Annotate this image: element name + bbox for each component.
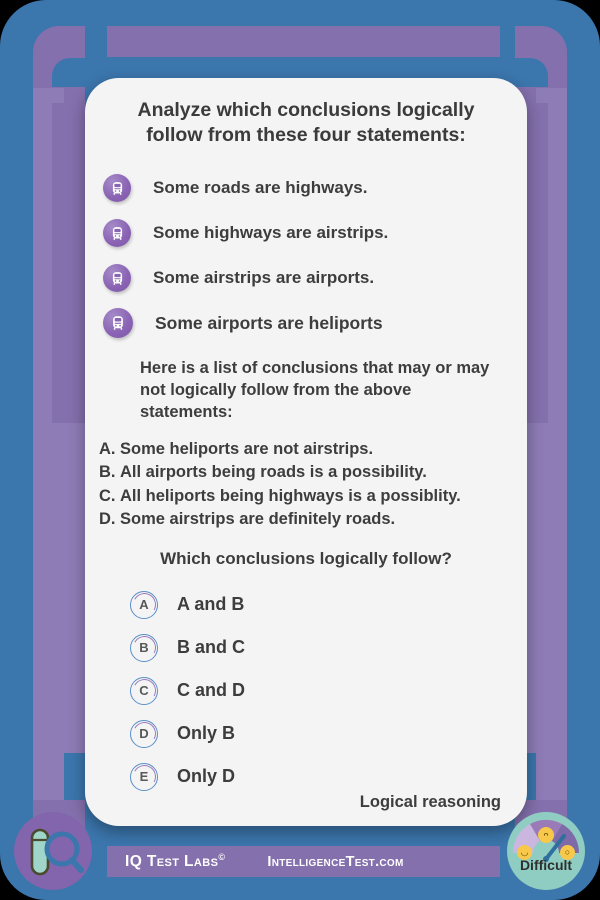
test-tube-magnifier-logo	[32, 830, 81, 874]
option-label: Only B	[177, 723, 236, 744]
statements-list	[85, 166, 527, 346]
difficulty-gauge	[507, 812, 585, 890]
conclusion-key: B.	[99, 463, 116, 482]
option-letter: A	[139, 597, 149, 613]
conclusion-text: Some airstrips are definitely roads.	[120, 509, 396, 528]
option-badge-icon	[130, 677, 158, 705]
conclusion-text: All airports being roads is a possibility.	[120, 463, 427, 482]
option-badge-icon	[130, 591, 158, 619]
option-letter: D	[139, 726, 149, 742]
brand-name: IQ Test Labs©	[125, 851, 226, 871]
option-label: A and B	[177, 594, 245, 615]
option-label: Only D	[177, 766, 236, 787]
conclusion-key: D.	[99, 509, 116, 528]
statement-row	[103, 211, 527, 256]
tram-icon	[103, 308, 133, 338]
conclusions-list	[99, 438, 527, 532]
question-card	[85, 78, 527, 826]
conclusion-item	[99, 461, 527, 484]
brand-bar	[107, 846, 500, 877]
iq-test-labs-logo	[14, 812, 92, 890]
brand-website[interactable]: IntelligenceTest.com	[267, 853, 404, 870]
tram-icon	[103, 219, 131, 247]
statement-text: Some roads are highways.	[153, 178, 368, 198]
answer-option-c[interactable]	[130, 669, 527, 712]
frame-left-inner-upper	[52, 103, 85, 423]
gauge-emoji-easy: ◡	[517, 845, 532, 860]
option-badge-icon	[130, 634, 158, 662]
option-letter: E	[139, 769, 149, 785]
option-label: B and C	[177, 637, 246, 658]
option-label: C and D	[177, 680, 246, 701]
option-badge-icon	[130, 763, 158, 791]
conclusion-key: A.	[99, 439, 116, 458]
statement-text: Some highways are airstrips.	[153, 223, 389, 243]
statement-row	[103, 301, 527, 346]
gauge-emoji-medium: ᴖ	[538, 827, 554, 843]
difficulty-label: Difficult	[519, 857, 573, 873]
answer-option-e[interactable]	[130, 755, 527, 798]
answer-option-d[interactable]	[130, 712, 527, 755]
statement-text: Some airstrips are airports.	[153, 268, 375, 288]
frame-left-inner-lower	[52, 423, 85, 753]
option-badge-icon	[130, 720, 158, 748]
tram-icon	[103, 174, 131, 202]
frame-top-bar	[107, 26, 500, 57]
statement-text: Some airports are heliports	[155, 312, 383, 333]
conclusions-intro: Here is a list of conclusions that may or may not logically follow from the above statements:	[140, 358, 490, 421]
answer-options	[130, 583, 527, 798]
frame-top-left-notch	[52, 58, 85, 87]
conclusion-key: C.	[99, 486, 116, 505]
statement-row	[103, 256, 527, 301]
copyright-symbol: ©	[218, 851, 226, 862]
answer-option-a[interactable]	[130, 583, 527, 626]
category-label: Logical reasoning	[359, 793, 501, 811]
conclusion-text: Some heliports are not airstrips.	[120, 439, 374, 458]
conclusion-text: All heliports being highways is a possiblity.	[120, 486, 461, 505]
option-letter: B	[139, 640, 149, 656]
statement-row	[103, 166, 527, 211]
page-title: Analyze which conclusions logically follow from these four statements:	[137, 99, 475, 146]
gauge-emoji-hard: ○	[560, 845, 575, 860]
conclusion-item	[99, 438, 527, 461]
conclusion-item	[99, 485, 527, 508]
tram-icon	[103, 264, 131, 292]
question-prompt: Which conclusions logically follow?	[160, 549, 452, 569]
option-letter: C	[139, 683, 149, 699]
conclusion-item	[99, 508, 527, 531]
answer-option-b[interactable]	[130, 626, 527, 669]
